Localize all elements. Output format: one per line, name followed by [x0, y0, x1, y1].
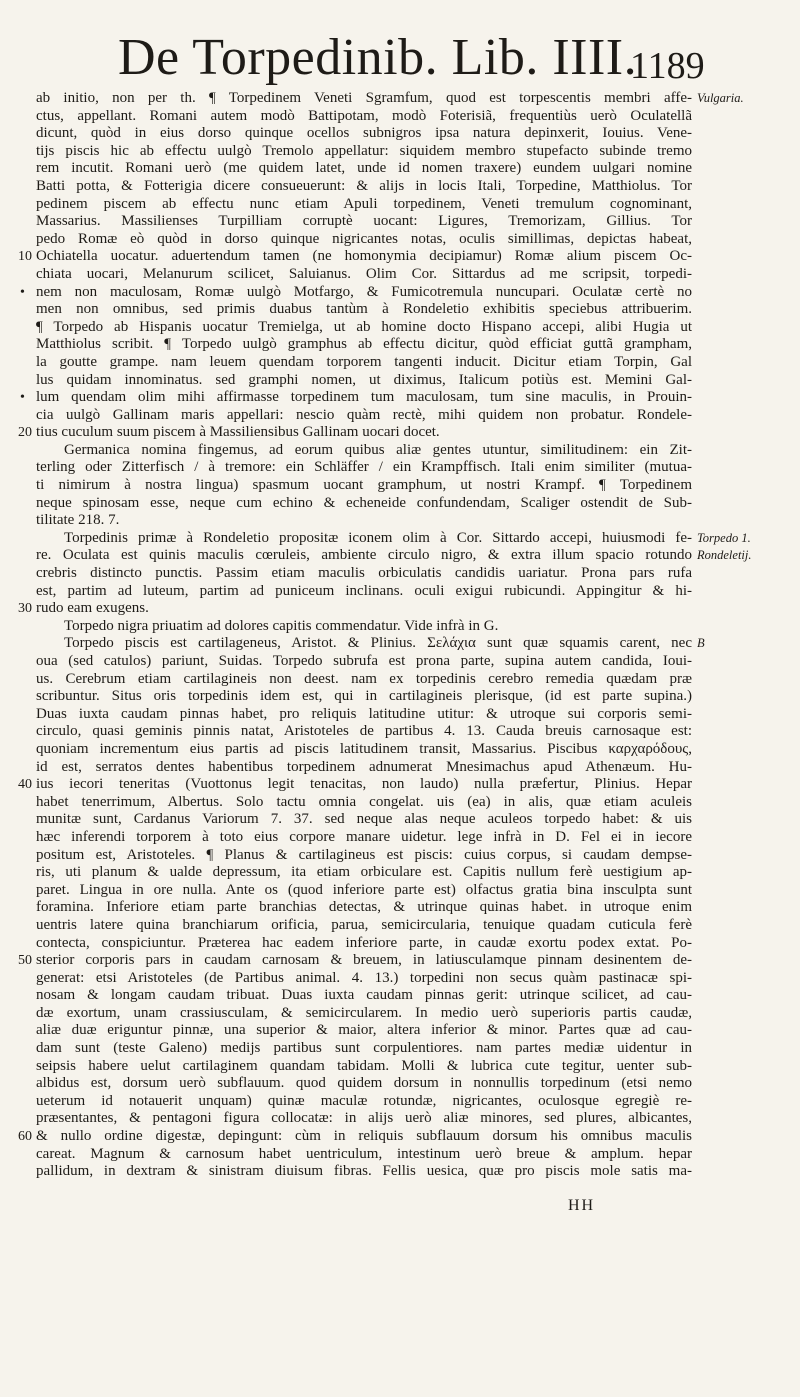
line-text: tilitate 218. 7.	[36, 512, 120, 529]
text-line	[0, 970, 800, 988]
text-line	[0, 952, 800, 970]
line-text: tius cuculum suum piscem à Massiliensibus Gallinam uocari docet.	[36, 424, 440, 441]
line-text: ti nimirum à nostra lingua) spasmum uocant gramphum, ut nostri Krampf. ¶ Torpedinem	[36, 477, 692, 494]
line-text: oua (sed catulos) pariunt, Suidas. Torpedo subrufa est prona parte, supina autem candida, Ioui-	[36, 653, 692, 669]
line-text: uentris latere quina branchiarum orificia, parua, semicircularia, tenuique quadam cuticula ferè	[36, 916, 692, 933]
text-line	[0, 917, 800, 935]
text-line	[0, 319, 800, 337]
line-text: dicunt, quòd in eius dorso quinque ocellos subnigros ipsa natura depinxerit, Iouius. Vene-	[36, 125, 692, 142]
text-line	[0, 583, 800, 601]
text-line	[0, 759, 800, 777]
text-line	[0, 935, 800, 953]
text-line	[0, 231, 800, 249]
text-line	[0, 1075, 800, 1093]
line-text: rem incutit. Romani uerò (me quidem latet, unde id nomen traxere) eundem uulgari nomine	[36, 160, 692, 177]
line-text: sterior corporis pars in caudam carnosam & breuem, in latiusculamque pinnam desinentem de-	[36, 952, 692, 969]
line-text: ris, uti planum & ualde depressum, ita etiam orbiculare est. Capitis nullum ferè uestigium ap-	[36, 864, 692, 881]
text-line	[0, 178, 800, 196]
line-text: Ochiatella uocatur. aduertendum tamen (ne homonymia decipiamur) Romæ alium piscem Oc-	[36, 248, 692, 265]
text-line	[0, 829, 800, 847]
text-line	[0, 90, 800, 108]
text-line	[0, 688, 800, 706]
line-number: 20	[18, 425, 32, 441]
text-line	[0, 671, 800, 689]
text-line	[0, 459, 800, 477]
line-text: cia uulgò Gallinam maris appellari: nescio quàm rectè, mihi quidem non probatur. Rondele-	[36, 406, 692, 423]
text-line	[0, 899, 800, 917]
text-line	[0, 284, 800, 302]
line-text: generat: etsi Aristoteles (de Partibus animal. 4. 13.) torpedini non secus quàm pastinacæ spi-	[36, 969, 692, 986]
text-line	[0, 794, 800, 812]
line-text: rudo eam exugens.	[36, 600, 149, 617]
line-text: positum est, Aristoteles. ¶ Planus & cartilagineus est piscis: cuius corpus, si caudam dempse-	[36, 846, 692, 863]
line-text: quoniam incrementum eius partis ad piscis latitudinem transit, Massarius. Piscibus καρχαρόδους,	[36, 740, 692, 757]
line-text: Torpedinis primæ à Rondeletio propositæ iconem olim à Cor. Sittardo accepi, huiusmodi fe-	[64, 529, 692, 546]
line-text: præsentantes, & pentagoni figura collocatæ: in alijs uerò aliæ minores, sed plures, albicantes,	[36, 1110, 692, 1127]
text-line	[0, 1022, 800, 1040]
line-text: pedo Romæ eò quòd in dorso quinque nigricantes notas, oculis simillimas, depictas habeat,	[36, 230, 692, 247]
line-text: nem non maculosam, Romæ uulgò Motfargo, & Fumicotremula nuncupari. Oculatæ certè no	[36, 283, 692, 300]
text-line	[0, 741, 800, 759]
line-text: nosam & longam caudam tribuat. Duas iuxta caudam pinnas gerit: utrinque scilicet, ad cau-	[36, 987, 692, 1004]
line-text: neque spinosam esse, neque cum echino & echeneide confundendam, Scaliger ostendit de Sub-	[36, 494, 692, 511]
body-text	[0, 90, 800, 1181]
text-line	[0, 706, 800, 724]
text-line	[0, 1110, 800, 1128]
line-number: 50	[18, 953, 32, 969]
text-line	[0, 635, 800, 653]
line-number: 10	[18, 249, 32, 265]
text-line	[0, 847, 800, 865]
line-text: contecta, conspiciuntur. Præterea hac eadem inferiore parte, in caudæ exortu podex extat. Po-	[36, 934, 692, 951]
text-line	[0, 1058, 800, 1076]
margin-note: Rondeletij.	[697, 548, 752, 563]
text-line	[0, 1128, 800, 1146]
text-line	[0, 1163, 800, 1181]
line-text: circulo, quasi geminis pinnis natat, Aristoteles de partibus 4. 13. Cauda breuis carnosaque est:	[36, 723, 692, 740]
text-line	[0, 565, 800, 583]
line-text: ¶ Torpedo ab Hispanis uocatur Tremielga, ut ab homine docto Hispano accepi, alibi Hugia ut	[36, 318, 692, 335]
line-text: & nullo ordine digestæ, depingunt: cùm in reliquis subflauum dorsum his omnibus maculis	[36, 1128, 692, 1145]
page-header	[0, 28, 800, 98]
line-text: ueterum id notauerit unquam) quinæ maculæ rotundæ, nigricantes, oculosque egregiè re-	[36, 1092, 692, 1109]
line-text: ab initio, non per th. ¶ Torpedinem Veneti Sgramfum, quod est torpescentis membri affe-	[36, 90, 692, 106]
line-text: la goutte grampe. nam leuem quendam torporem tangenti inducit. Dicitur etiam Torpin, Gal	[36, 353, 692, 370]
line-text: dam sunt (teste Galeno) medijs partibus sunt corpulentiores. nam partes mediæ uidentur in	[36, 1040, 692, 1057]
line-text: Matthiolus scribit. ¶ Torpedo uulgò gramphus ab effectu dicitur, quòd efficiat guttã grampham,	[36, 336, 692, 353]
text-line	[0, 1146, 800, 1164]
line-text: pallidum, in dextram & sinistram diuisum fibras. Fellis uesica, quæ pro piscis mole satis ma-	[36, 1163, 692, 1180]
text-line	[0, 600, 800, 618]
text-line	[0, 1040, 800, 1058]
catchword: HH	[568, 1197, 596, 1214]
text-line	[0, 547, 800, 565]
text-line	[0, 389, 800, 407]
text-line	[0, 266, 800, 284]
folio-number: 1189	[630, 45, 705, 87]
text-line	[0, 354, 800, 372]
text-line	[0, 424, 800, 442]
margin-note: Vulgaria.	[697, 91, 744, 105]
line-text: chiata uocari, Melanurum scilicet, Saluianus. Olim Cor. Sittardus ad me scripsit, torpedi-	[36, 265, 692, 282]
line-text: tijs piscis hic ab effectu uulgò Tremolo appellatur: siquidem membro stupefacto subinde tremo	[36, 142, 692, 159]
text-line	[0, 108, 800, 126]
line-text: hæc inferendi torporem à toto eius corpore manare uidetur. lege infrà in D. Fel ei in iecore	[36, 828, 692, 845]
text-line	[0, 160, 800, 178]
line-text: Massarius. Massilienses Turpilliam corruptè uocant: Ligures, Tremorizam, Gillius. Tor	[36, 213, 692, 230]
line-text: paret. Lingua in ore nulla. Ante os (quod inferiore parte est) olfactus gratia bina insculpta sunt	[36, 881, 692, 898]
line-text: scribuntur. Situs oris torpedinis idem est, qui in cartilagineis plerisque, (id est parte supina.)	[36, 688, 692, 705]
line-text: lus quidam innominatus. sed gramphi nomen, ut diximus, Italicum potiùs est. Memini Gal-	[36, 371, 692, 388]
line-number: 40	[18, 777, 32, 793]
text-line	[0, 336, 800, 354]
line-text: terling oder Zitterfisch / à tremore: ein Schläffer / ein Krampffisch. Itali enim similiter (mutua-	[36, 459, 692, 476]
text-line	[0, 530, 800, 548]
margin-note: Torpedo 1.	[697, 530, 751, 545]
text-line	[0, 248, 800, 266]
line-text: crebris distincto punctis. Passim etiam maculis orbiculatis candidis uariatur. Prona pars rufa	[36, 565, 692, 582]
line-text: seipsis habere uelut cartilaginem quandam tabidam. Molli & lubrica cute tegitur, uenter sub-	[36, 1057, 692, 1074]
text-line	[0, 882, 800, 900]
text-line	[0, 864, 800, 882]
line-text: Batti potta, & Fotterigia dicere consueuerunt: & alijs in locis Itali, Torpedine, Matthiolus. Tor	[36, 177, 692, 194]
margin-mark: •	[20, 284, 25, 300]
line-text: foramina. Inferiore etiam parte branchias detectas, & utrinque quinas habet. in utroque enim	[36, 899, 692, 916]
running-title: De Torpedinib. Lib. IIII.	[118, 29, 638, 86]
text-line	[0, 495, 800, 513]
line-text: ius iecori teneritas (Vuottonus legit tenacitas, non laudo) nulla præfertur, Plinius. Hepar	[36, 776, 692, 793]
line-text: us. Cerebrum etiam cartilagineis non deest. nam ex torpedinis cerebro remedia quædam præ	[36, 670, 692, 687]
text-line	[0, 811, 800, 829]
text-line	[0, 213, 800, 231]
line-text: Germanica nomina fingemus, ad eorum quibus aliæ gentes utuntur, similitudinem: ein Zit-	[64, 441, 692, 458]
line-text: men non omnibus, sed primis duabus tantùm à Rondeletio exhibitis speciebus attribuerim.	[36, 301, 692, 318]
text-line	[0, 196, 800, 214]
text-line	[0, 618, 800, 636]
line-text: habet tenerrimum, Albertus. Solo tactu omnia congelat. uis (ea) in alis, quæ etiam aculeis	[36, 793, 692, 810]
line-text: Duas iuxta caudam pinnas habet, pro reliquis latitudine utitur: & utroque sui corporis semi-	[36, 705, 692, 722]
line-text: lum quendam olim mihi affirmasse torpedinem tum maculosam, tum sine maculis, in Prouin-	[36, 389, 692, 406]
text-line	[0, 653, 800, 671]
line-number: 60	[18, 1129, 32, 1145]
text-line	[0, 143, 800, 161]
line-text: munitæ sunt, Cardanus Variorum 7. 37. sed neque alas neque aculeos torpedo habet: & uis	[36, 811, 692, 828]
line-text: aliæ duæ eriguntur pinnæ, una superior & maior, altera inferior & minor. Partes quæ ad cau-	[36, 1022, 692, 1039]
text-line	[0, 442, 800, 460]
line-text: albidus est, dorsum uerò subflauum. quod quidem dorsum in nonnullis torpedinum (etsi nemo	[36, 1075, 692, 1092]
text-line	[0, 477, 800, 495]
text-line	[0, 1093, 800, 1111]
text-line	[0, 301, 800, 319]
line-text: ctus, appellant. Romani autem modò Battipotam, modò Foterisiã, frequentiùs uerò Oculatellã	[36, 107, 692, 124]
text-line	[0, 1005, 800, 1023]
text-line	[0, 125, 800, 143]
text-line	[0, 723, 800, 741]
line-text: id est, serratos dentes habentibus torpedinem adnumerat Mnesimachus apud Athenæum. Hu-	[36, 758, 692, 775]
line-text: Torpedo piscis est cartilageneus, Aristot. & Plinius. Σελάχια sunt quæ squamis carent, nec	[64, 635, 692, 652]
line-text: dæ exortum, unam crassiusculam, & semicircularem. In medio uerò superioris partis caudæ,	[36, 1004, 692, 1021]
line-text: re. Oculata est quinis maculis cœruleis, ambiente circulo nigro, & extra illum spacio rotundo	[36, 547, 692, 564]
line-text: pedinem piscem ab effectu nunc etiam Apuli torpedinem, Veneti tremulum cognominant,	[36, 195, 692, 212]
text-line	[0, 512, 800, 530]
line-number: 30	[18, 601, 32, 617]
line-text: careat. Magnum & carnosum habet uentriculum, intestinum uerò breue & amplum. hepar	[36, 1145, 692, 1162]
text-line	[0, 407, 800, 425]
text-line	[0, 776, 800, 794]
text-line	[0, 372, 800, 390]
margin-mark: •	[20, 390, 25, 406]
line-text: est, partim ad luteum, partim ad puniceum inclinans. oculi exigui rubicundi. Appingitur & hi-	[36, 582, 692, 599]
margin-note: B	[697, 636, 705, 651]
line-text: Torpedo nigra priuatim ad dolores capitis commendatur. Vide infrà in G.	[64, 617, 499, 634]
text-line	[0, 987, 800, 1005]
